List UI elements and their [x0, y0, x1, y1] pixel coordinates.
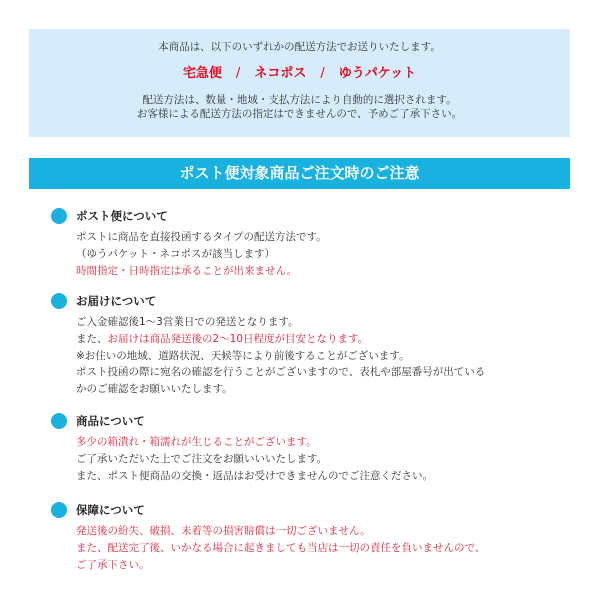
- circle-bullet-icon: [51, 413, 67, 429]
- line-prefix: また、: [76, 332, 108, 345]
- section-heading: 保障について: [76, 503, 145, 517]
- section-heading: ポスト便について: [76, 209, 168, 223]
- separator: /: [320, 66, 325, 81]
- circle-bullet-icon: [51, 502, 67, 518]
- body-line: ご入金確認後1～3営業日での発送となります。: [76, 316, 299, 328]
- warning-line: ご了承下さい。: [76, 558, 150, 571]
- body-line: ポストに商品を直接投函するタイプの配送方法です。: [76, 231, 327, 243]
- warning-line: 時間指定・日時指定は承ることが出来ません。: [76, 264, 298, 277]
- warning-line: 発送後の紛失、破損、未着等の損害賠償は一切ございません。: [76, 525, 371, 537]
- method-yu-packet: ゆうパケット: [338, 66, 417, 81]
- body-line: [76, 331, 485, 348]
- body-line: （ゆうパケット・ネコポスが該当します）: [76, 247, 275, 260]
- shipping-methods-notice: [29, 29, 570, 137]
- shipping-methods-list: [29, 65, 570, 83]
- circle-bullet-icon: [51, 293, 67, 309]
- section-body: [76, 229, 327, 279]
- warning-line: また、配送完了後、いかなる場合に起きましても当店は一切の責任を負いませんので、: [76, 541, 486, 554]
- section-body: [76, 523, 485, 573]
- page-title: ポスト便対象商品ご注文時のご注意: [29, 158, 570, 189]
- intro-note: [29, 93, 570, 121]
- body-line: また、ポスト便商品の交換・返品はお受けできませんのでご注意ください。: [76, 469, 433, 482]
- body-line: かのご確認をお願いいたします。: [76, 383, 233, 396]
- body-line: ご了承いただいた上でご注文をお願いいいたします。: [76, 452, 328, 465]
- circle-bullet-icon: [51, 208, 67, 224]
- intro-note-line: 配送方法は、数量・地域・支払方法により自動的に選択されます。: [142, 94, 457, 106]
- body-line: ポスト投函の際に宛名の確認を行うことがございますので、表札や部屋番号が出ている: [76, 366, 486, 379]
- separator: /: [235, 66, 241, 81]
- section-heading: お届けについて: [76, 294, 157, 308]
- section-body: [76, 434, 433, 484]
- method-takkyubin: 宅急便: [182, 66, 222, 81]
- intro-note-line: お客様による配送方法の指定はできませんので、予めご了承下さい。: [136, 108, 463, 120]
- warning-line: 多少の箱潰れ・箱濡れが生じることがございます。: [76, 436, 317, 448]
- intro-text: 本商品は、以下のいずれかの配送方法でお送りいたします。: [158, 41, 441, 53]
- warning-text: お届けは商品発送後の2～10日程度が目安となります。: [107, 332, 369, 345]
- section-body: [76, 314, 485, 398]
- body-line: ※お住いの地域、道路状況、天候等により前後することがございます。: [76, 349, 410, 362]
- section-heading: 商品について: [76, 414, 145, 428]
- method-nekopos: ネコポス: [254, 66, 307, 81]
